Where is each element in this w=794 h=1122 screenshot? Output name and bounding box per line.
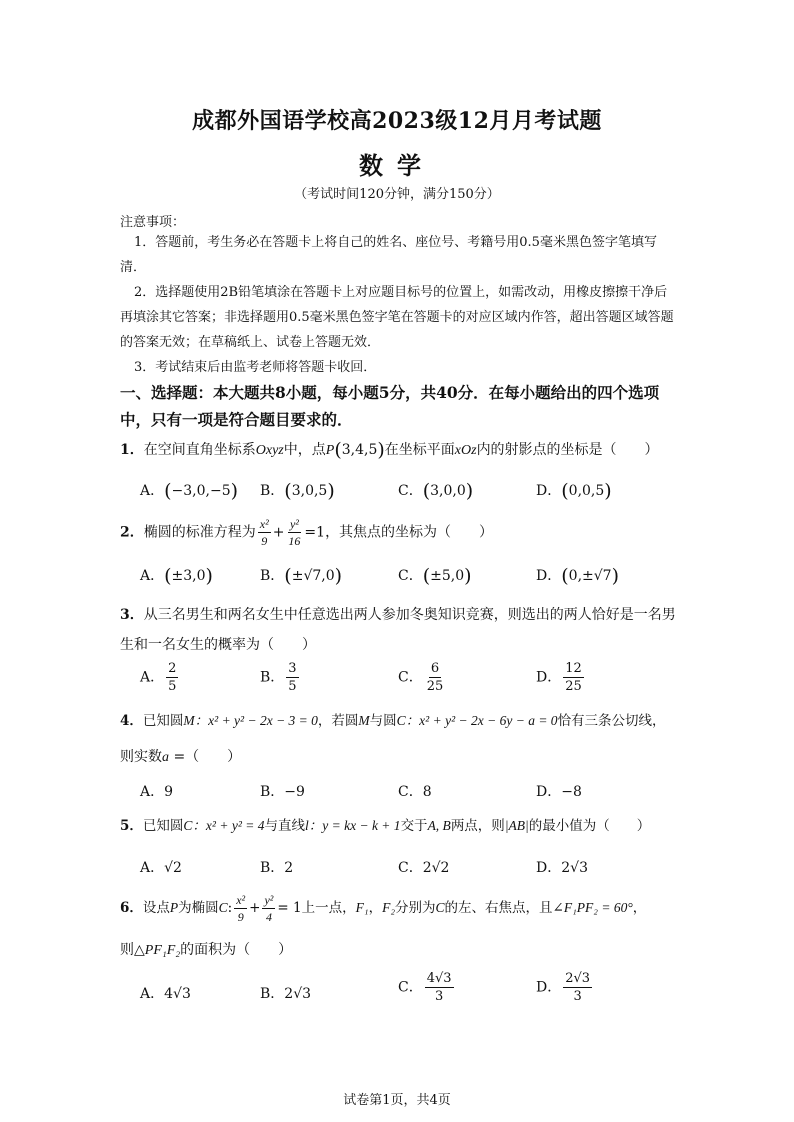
q4-option-a: A．9 [140,784,174,800]
q6-option-a: A．4√3 [140,986,191,1002]
note-item-1: 1．答题前，考生务必在答题卡上将自己的姓名、座位号、考籍号用0.5毫米黑色签字笔填写清． [120,235,657,275]
question-3-line2: 生和一名女生的概率为（ ） [120,637,316,653]
q4-option-c: C．8 [398,784,432,800]
question-1: 1．在空间直角坐标系Oxyz中，点P(3,4,5)在坐标平面xOz内的射影点的坐标是（ ） [120,439,659,461]
q5-option-b: B．2 [260,860,294,876]
q4-option-b: B．−9 [260,784,305,800]
exam-time-info: （考试时间120分钟，满分150分） [294,187,500,202]
q1-option-c: C．(3,0,0) [398,480,474,502]
question-5: 5．已知圆C：x² + y² = 4与直线l：y = kx − k + 1交于A, B两点，则|AB|的最小值为（ ） [120,818,651,834]
note-item-3: 3．考试结束后由监考老师将答题卡收回． [134,360,377,375]
exam-title: 成都外国语学校高2023级12月月考试题 [192,108,602,134]
question-2: 2．椭圆的标准方程为 $\frac{\text{x²}}{9}$ + $\frac{\text{y²}}{16}$ =1，其焦点的坐标为（ ） [120,517,494,548]
q6-option-b: B．2√3 [260,986,312,1002]
notes-heading: 注意事项： [120,215,186,230]
q2-option-c: C．(±5,0) [398,565,472,587]
q1-option-a: A．(−3,0,−5) [140,480,239,502]
q6-option-c: C． $\frac{4√3}{3}$ [398,971,452,1004]
question-6-line2: 则△PF₁F₂的面积为（ ） [120,942,293,958]
question-number: 1． [120,442,144,458]
q2-option-d: D．(0,±√7) [536,565,619,587]
q5-option-d: D．2√3 [536,860,588,876]
question-4: 4．已知圆M：x² + y² − 2x − 3 = 0，若圆M与圆C：x² + y² − 2x − 6y − a = 0恰有三条公切线， [120,713,666,729]
q1-option-b: B．(3,0,5) [260,480,335,502]
q5-option-a: A．√2 [140,860,182,876]
note-item-2: 2．选择题使用2B铅笔填涂在答题卡上对应题目标号的位置上，如需改动，用橡皮擦擦干净后再填涂其它答案；非选择题用0.5毫米黑色签字笔在答题卡的对应区域内作答，超出答题区域答题的答案无效；在草稿纸上、试卷上答题无效． [120,285,674,350]
question-3: 3．从三名男生和两名女生中任意选出两人参加冬奥知识竞赛，则选出的两人恰好是一名男 [120,607,676,623]
page-footer: 试卷第1页，共4页 [343,1093,451,1108]
q3-option-d: D． $\frac{12}{25}$ [536,661,582,694]
q5-option-c: C．2√2 [398,860,450,876]
q2-option-a: A．(±3,0) [140,565,213,587]
question-4-line2: 则实数a =（ ） [120,749,242,765]
q3-option-a: A． $\frac{2}{5}$ [140,661,177,694]
q1-option-d: D．(0,0,5) [536,480,612,502]
q3-option-b: B． $\frac{3}{5}$ [260,661,297,694]
q3-option-c: C． $\frac{6}{25}$ [398,661,444,694]
subject-title: 数学 [359,151,435,180]
section-heading: 一、选择题：本大题共8小题，每小题5分，共40分．在每小题给出的四个选项中，只有一项是符合题目要求的． [120,383,660,429]
q6-option-d: D． $\frac{2√3}{3}$ [536,971,591,1004]
q4-option-d: D．−8 [536,784,582,800]
question-6: 6．设点P为椭圆C: $\frac{\text{x²}}{9}$ + $\frac{\text{y²}}{4}$ = 1上一点，F₁，F₂分别为C的左、右焦点，且∠F₁PF₂ = 60°， [120,893,647,924]
q2-option-b: B．(±√7,0) [260,565,343,587]
